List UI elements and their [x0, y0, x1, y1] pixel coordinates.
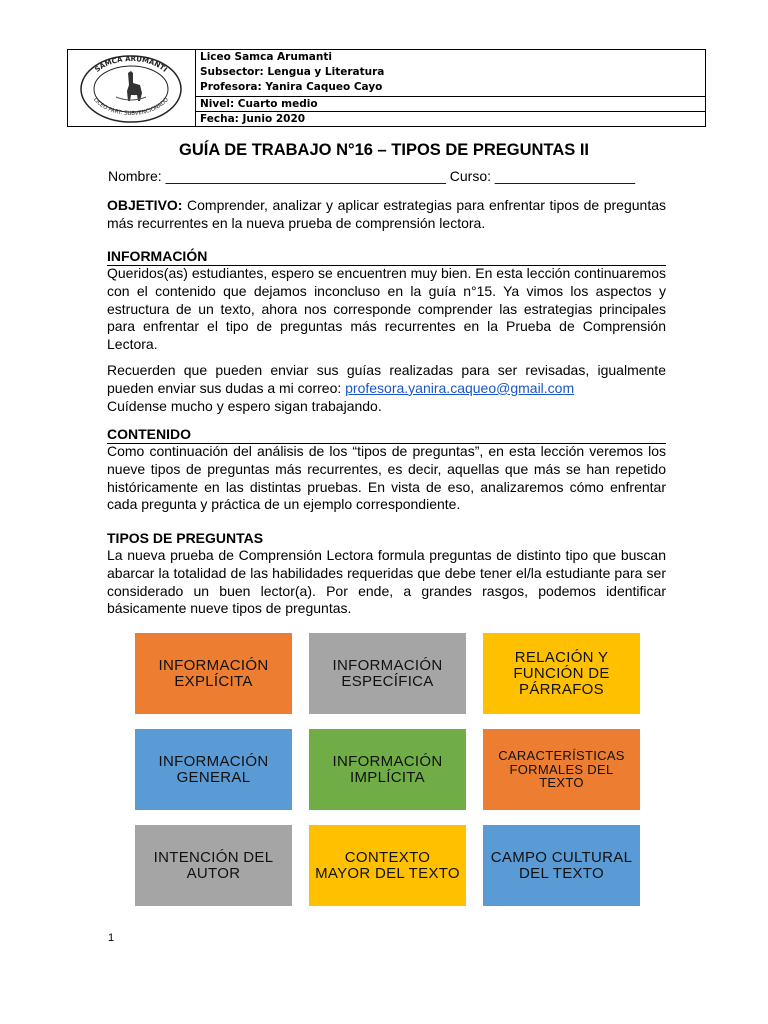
header-info-cell [196, 50, 705, 126]
tile-informacion-explicita [135, 633, 292, 714]
tipos-heading: TIPOS DE PREGUNTAS [107, 530, 264, 546]
tile-label: INFORMACIÓN GENERAL [158, 752, 269, 786]
contenido-heading: CONTENIDO [107, 426, 666, 444]
informacion-paragraph-2 [107, 362, 666, 415]
school-seal-logo [76, 53, 186, 125]
school-logo-cell [68, 50, 196, 126]
tile-label: RELACIÓN Y FUNCIÓN DE PÁRRAFOS [513, 648, 610, 698]
name-label: Nombre: [108, 168, 162, 184]
page-title: GUÍA DE TRABAJO N°16 – TIPOS DE PREGUNTAS II [179, 141, 589, 159]
tile-label: CAMPO CULTURAL DEL TEXTO [490, 848, 633, 882]
name-blank[interactable]: ____________________________________ [165, 168, 446, 184]
tile-label: INFORMACIÓN ESPECÍFICA [332, 656, 443, 690]
svg-text:SAMCA ARUMANTI [93, 55, 168, 74]
tile-label: INTENCIÓN DEL AUTOR [153, 848, 274, 882]
tile-label: INFORMACIÓN EXPLÍCITA [158, 656, 269, 690]
tile-informacion-especifica [309, 633, 466, 714]
objective-label: OBJETIVO: [107, 197, 183, 213]
tile-relacion-funcion-parrafos [483, 633, 640, 714]
level-line: Nivel: Cuarto medio [196, 96, 705, 112]
tile-informacion-implicita [309, 729, 466, 810]
course-blank[interactable]: __________________ [494, 168, 636, 184]
contenido-paragraph: Como continuación del análisis de los “tipos de preguntas”, en esta lección veremos los nueve tipos de preguntas más recurrentes, es decir, aquellas que más se han repetido históricamente en las distintas pruebas. En vista de eso, analizaremos cómo enfrentar cada pregunta y práctica de un ejemplo correspondiente. [107, 443, 666, 513]
date-line: Fecha: Junio 2020 [196, 111, 705, 127]
page-number: 1 [108, 932, 115, 944]
course-label: Curso: [449, 168, 492, 184]
objective-text: Comprender, analizar y aplicar estrategias para enfrentar tipos de preguntas más recurrentes en la nueva prueba de comprensión lectora. [107, 197, 666, 231]
tile-contexto-mayor [309, 825, 466, 906]
informacion-paragraph-2-text: Recuerden que pueden enviar sus guías realizadas para ser revisadas, igualmente pueden enviar sus dudas a mi correo: [107, 362, 666, 396]
informacion-closing-text: Cuídense mucho y espero sigan trabajando. [107, 397, 382, 414]
logo-top-text: SAMCA ARUMANTI [93, 54, 169, 74]
name-course-row [108, 168, 668, 184]
objective-paragraph [107, 197, 666, 233]
tile-informacion-general [135, 729, 292, 810]
tile-campo-cultural [483, 825, 640, 906]
subject-line: Subsector: Lengua y Literatura [200, 66, 385, 78]
tile-intencion-autor [135, 825, 292, 906]
teacher-email-link[interactable]: profesora.yanira.caqueo@gmail.com [345, 379, 575, 396]
tipos-paragraph: La nueva prueba de Comprensión Lectora formula preguntas de distinto tipo que buscan abarcar la totalidad de las habilidades requeridas que debe tener el/la estudiante para ser considerado un buen lector(a). Por ende, a grandes rasgos, podemos identificar básicamente nueve tipos de preguntas. [107, 547, 666, 617]
tile-label: INFORMACIÓN IMPLÍCITA [332, 752, 443, 786]
informacion-heading: INFORMACIÓN [107, 248, 666, 266]
teacher-line: Profesora: Yanira Caqueo Cayo [200, 81, 383, 93]
header-table [67, 49, 706, 127]
tile-label: CONTEXTO MAYOR DEL TEXTO [315, 848, 460, 882]
logo-bottom-text: LICEO PART. SUBVENCIONADO [92, 97, 170, 117]
tile-caracteristicas-formales [483, 729, 640, 810]
tile-label: CARACTERÍSTICAS FORMALES DEL TEXTO [498, 748, 625, 791]
informacion-paragraph-1: Queridos(as) estudiantes, espero se encuentren muy bien. En esta lección continuaremos con el contenido que dejamos inconcluso en la guía n°15. Ya vimos los aspectos y estructura de un texto, ahora nos corresponde comprender las estrategias principales para enfrentar el tipo de preguntas más recurrentes en la Prueba de Comprensión Lectora. [107, 265, 666, 353]
school-name: Liceo Samca Arumanti [200, 51, 332, 63]
